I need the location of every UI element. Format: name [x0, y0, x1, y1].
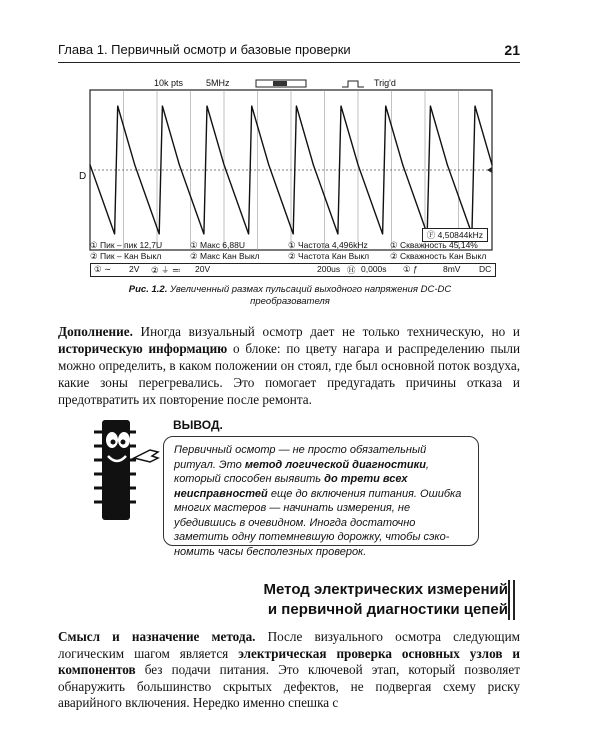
frequency-readout: Ⓕ 4,50844kHz [422, 228, 488, 242]
ch2-peak: ② Пик – Кан Выкл [90, 251, 162, 261]
caption-label: Рис. 1.2. [128, 284, 168, 295]
waveform-point [402, 164, 403, 165]
waveform-point [248, 233, 249, 234]
time-offset: 0,000s [361, 264, 387, 274]
section-title-line-1: Метод электрических измерений [263, 581, 508, 598]
waveform-point [251, 105, 252, 106]
para1-bold: историческую информацию [58, 341, 228, 356]
ch2-coupling: ② ⏚ ≕ [151, 265, 181, 275]
ch1-frequency: ① Частота 4,496kHz [288, 240, 368, 250]
waveform-point [313, 164, 314, 165]
waveform-point [357, 164, 358, 165]
waveform-point [134, 164, 135, 165]
para2-lead: Смысл и назначение метода. [58, 629, 256, 644]
callout-text-1: Первичный осмотр — не просто обязательный ритуал. Это [174, 444, 427, 471]
waveform-point [117, 105, 118, 106]
waveform-point [296, 105, 297, 106]
measurement-row-1 [90, 240, 498, 251]
ch1-peak: ① Пик – пик 12,7U [90, 240, 163, 250]
waveform-point [474, 105, 475, 106]
callout-heading: ВЫВОД. [173, 418, 223, 432]
trigger-level: 8mV [443, 264, 461, 274]
waveform-point [447, 164, 448, 165]
waveform-point [382, 233, 383, 234]
waveform-point [268, 164, 269, 165]
waveform-point [223, 164, 224, 165]
section-title-line-2: и первичной диагностики цепей [267, 601, 508, 618]
trig-label: Trig'd [374, 78, 396, 88]
section-title [264, 580, 508, 620]
ch2-duty: ② Скважность Кан Выкл [390, 251, 487, 261]
paragraph-method [58, 629, 520, 712]
callout-text-3: еще до включения питания. Ошибка многих мастеров — начинать измерения, не убедившись в очевидном. Иногда достаточно заметить одну потемневшую дорожку, чтобы сэкономить часы бесполезных проверок. [174, 487, 462, 558]
figure-caption [100, 284, 480, 308]
ch2-scale: 20V [195, 264, 211, 274]
points-label: 10k pts [154, 78, 184, 88]
waveform-point [114, 233, 115, 234]
para1-text-1: Иногда визуальный осмотр дает не только техническую, но и [132, 324, 520, 339]
para2-text-1: После визуального осмотра следующим логическим шагом является [58, 629, 520, 661]
waveform-point [203, 233, 204, 234]
ch1-duty: ① Скважность 45,14% [390, 240, 478, 250]
ch2-frequency: ② Частота Кан Выкл [288, 251, 370, 261]
callout-bold-1: метод логической диагностики [244, 458, 426, 471]
waveform-point [179, 164, 180, 165]
callout-text-2: , который способен выявить [174, 458, 429, 485]
header-rule [58, 62, 520, 63]
para1-lead: Дополнение. [58, 324, 133, 339]
section-bar-1 [508, 580, 510, 620]
page-number: 21 [504, 42, 520, 58]
chip-mascot-icon [92, 412, 162, 532]
h-icon: Ⓗ [347, 265, 356, 275]
channel-marker: D [79, 171, 87, 182]
waveform-point [340, 105, 341, 106]
waveform-point [162, 105, 163, 106]
ch1-coupling: ① ∼ [94, 264, 112, 274]
waveform-point [159, 233, 160, 234]
chapter-title: Глава 1. Первичный осмотр и базовые проверки [58, 42, 351, 57]
scope-status-bar [90, 263, 496, 277]
trigger-edge-icon [342, 81, 364, 87]
para2-text-2: без подачи питания. Это ключевой этап, который позволяет обнаружить большинство скрытых дефектов, не подвергая схему риску аварийного включения. Нередко именно спешка с [58, 662, 520, 710]
waveform-point [89, 164, 90, 165]
memory-bar-window [273, 81, 287, 86]
para2-bold: электрическая проверка основных узлов и компонентов [58, 645, 520, 677]
trigger-source: ① ƒ [403, 264, 418, 274]
measurement-row-2 [90, 251, 498, 262]
coupling-mode: DC [479, 264, 492, 274]
waveform-point [206, 105, 207, 106]
waveform-point [430, 105, 431, 106]
timebase: 200us [317, 264, 341, 274]
running-header [58, 42, 520, 60]
callout-bold-2: до трети всех неисправностей [174, 473, 408, 500]
ch2-max: ② Макс Кан Выкл [190, 251, 260, 261]
rate-label: 5MHz [206, 78, 230, 88]
ch1-max: ① Макс 6,88U [190, 240, 245, 250]
para1-text-2: о блоке: по цвету нагара и распределению пыли можно определить, в каком положении он стоял, где был основной поток воздуха, какие зоны перегревались. Это помогает предугадать причины отказа и предотвратить их повторение после ремонта. [58, 341, 520, 407]
paragraph-addition [58, 323, 520, 408]
section-bar-2 [513, 580, 515, 620]
waveform-point [337, 233, 338, 234]
callout-box [163, 436, 479, 558]
ch1-scale: 2V [129, 264, 140, 274]
waveform-point [491, 164, 492, 165]
waveform-point [385, 105, 386, 106]
caption-text: Увеличенный размах пульсаций выходного напряжения DC-DC преобразователя [167, 284, 452, 307]
waveform-point [293, 233, 294, 234]
